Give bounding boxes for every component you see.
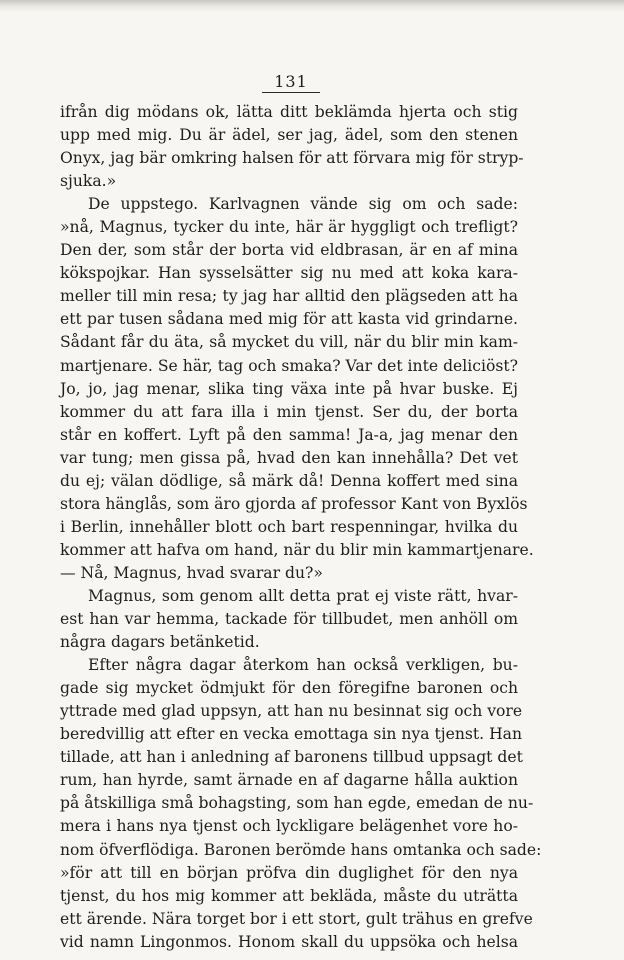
text-line: »nå, Magnus, tycker du inte, här är hyggligt och trefligt? <box>60 218 518 237</box>
text-line: Magnus, som genom allt detta prat ej viste rätt, hvar- <box>88 586 518 605</box>
text-line: mera i hans nya tjenst och lyckligare belägenhet vore ho- <box>60 817 518 836</box>
text-line: martjenare. Se här, tag och smaka? Var det inte deliciöst? <box>60 356 518 375</box>
text-line: nom öfverflödiga. Baronen berömde hans omtanka och sade: <box>60 840 542 859</box>
text-line: du ej; välan dödlige, så märk då! Denna koffert med sina <box>60 471 518 490</box>
text-line: vid namn Lingonmos. Honom skall du uppsöka och helsa <box>60 932 518 951</box>
text-line: ifrån dig mödans ok, lätta ditt beklämda hjerta och stig <box>60 103 518 121</box>
text-line: i Berlin, innehåller blott och bart respenningar, hvilka du <box>60 517 518 536</box>
text-line: kommer att hafva om hand, när du blir min kammartjenare. <box>60 540 534 559</box>
body-text <box>60 101 542 954</box>
text-line: beredvillig att efter en vecka emottaga sin nya tjenst. Han <box>60 725 523 744</box>
page-top-edge <box>0 0 624 12</box>
text-line: på åtskilliga små bohagsting, som han egde, emedan de nu- <box>60 794 534 813</box>
page-number: 131 <box>274 72 308 91</box>
text-line: est han var hemma, tackade för tillbudet, men anhöll om <box>60 610 518 629</box>
text-line: Onyx, jag bär omkring halsen för att förvara mig för stryp- <box>60 149 524 168</box>
text-line: — Nå, Magnus, hvad svarar du?» <box>60 563 323 582</box>
text-line: ett ärende. Nära torget bor i ett stort, gult trähus en grefve <box>60 909 533 928</box>
text-line: kommer du att fara illa i min tjenst. Ser du, der borta <box>60 402 518 421</box>
text-line: De uppstego. Karlvagnen vände sig om och sade: <box>88 195 518 214</box>
text-line: står en koffert. Lyft på den samma! Ja-a, jag menar den <box>60 425 518 444</box>
text-line: stora hänglås, som äro gjorda af professor Kant von Byxlös <box>60 494 528 513</box>
text-line: gade sig mycket ödmjukt för den föregifne baronen och <box>60 679 518 698</box>
text-line: tjenst, du hos mig kommer att bekläda, måste du uträtta <box>60 886 518 905</box>
text-line: kökspojkar. Han sysselsätter sig nu med att koka kara- <box>60 264 518 283</box>
text-line: tillade, att han i anledning af baronens tillbud uppsagt det <box>60 748 523 767</box>
text-line: Efter några dagar återkom han också verkligen, bu- <box>88 656 518 675</box>
text-line: »för att till en början pröfva din duglighet för den nya <box>60 863 518 882</box>
text-line: rum, han hyrde, samt ärnade en af dagarne hålla auktion <box>60 771 518 790</box>
text-line: några dagars betänketid. <box>60 633 260 652</box>
text-line: yttrade med glad uppsyn, att han nu besinnat sig och vore <box>60 702 523 721</box>
text-line: var tung; men gissa på, hvad den kan innehålla? Det vet <box>60 448 518 467</box>
text-line: upp med mig. Du är ädel, ser jag, ädel, som den stenen <box>60 126 518 145</box>
header-rule <box>262 92 320 93</box>
text-line: Jo, jo, jag menar, slika ting växa inte på hvar buske. Ej <box>60 379 518 398</box>
text-line: Sådant får du äta, så mycket du vill, när du blir min kam- <box>60 333 518 352</box>
text-line: meller till min resa; ty jag har alltid den plägseden att ha <box>60 287 518 306</box>
text-line: Den der, som står der borta vid eldbrasan, är en af mina <box>60 241 518 260</box>
text-line: sjuka.» <box>60 172 117 191</box>
text-line: ett par tusen sådana med mig för att kasta vid grindarne. <box>60 310 518 329</box>
